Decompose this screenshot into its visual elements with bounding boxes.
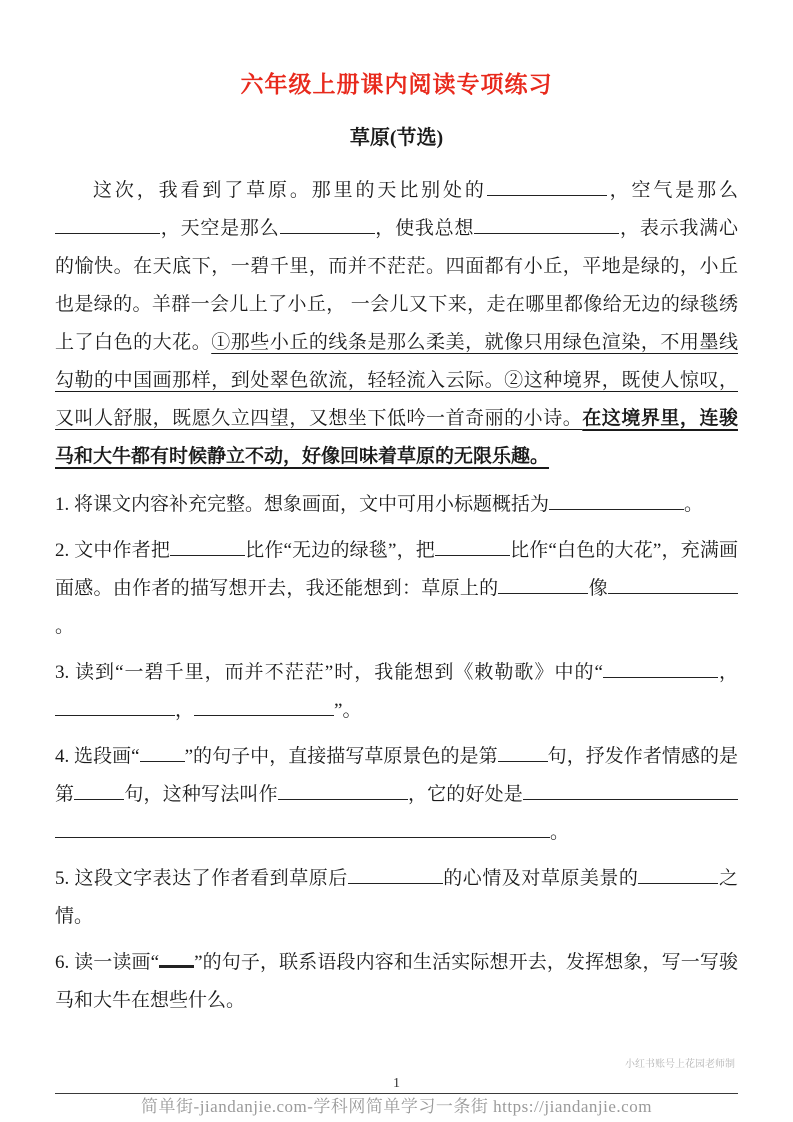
text-segment: 。	[55, 616, 75, 637]
page-title: 六年级上册课内阅读专项练习	[240, 72, 553, 97]
thick-blank-line	[159, 953, 194, 968]
text-segment: ，使我总想	[374, 218, 475, 239]
blank-line	[487, 177, 607, 196]
text-segment: 1. 将课文内容补充完整。想象画面，文中可用小标题概括为	[55, 494, 550, 515]
blank-line	[74, 781, 124, 800]
text-segment: 比作“无边的绿毯”，把	[245, 540, 435, 561]
text-segment: 2. 文中作者把	[55, 540, 171, 561]
question-5	[55, 860, 738, 936]
blank-line	[638, 865, 718, 884]
text-segment: 4. 选段画“	[55, 746, 140, 767]
blank-line	[549, 491, 684, 510]
text-segment: ，	[175, 700, 195, 721]
text-segment: 的心情及对草原美景的	[442, 868, 639, 889]
blank-line	[348, 865, 443, 884]
text-segment: 5. 这段文字表达了作者看到草原后	[55, 868, 348, 889]
question-1	[55, 486, 738, 524]
text-segment: 这次，我看到了草原。那里的天比别处的	[93, 180, 487, 201]
watermark-note: 小红书账号上花园老师制	[625, 1059, 735, 1070]
blank-line	[603, 659, 718, 678]
blank-line	[608, 575, 738, 594]
blank-line	[140, 743, 185, 762]
blank-line	[194, 697, 334, 716]
blank-line	[280, 215, 375, 234]
text-segment: 像	[588, 578, 608, 599]
blank-line	[498, 575, 588, 594]
blank-line	[55, 215, 160, 234]
text-segment: 句，这种写法叫作	[124, 784, 278, 805]
blank-line	[523, 781, 738, 800]
blank-line	[498, 743, 548, 762]
page-number: 1	[393, 1076, 400, 1091]
text-segment: 比作“白色的大花”，充满画面感。由作者的描写想开去，我还能想到：草原上的	[55, 540, 738, 599]
blank-line	[474, 215, 619, 234]
question-2	[55, 532, 738, 646]
text-segment: 。	[684, 494, 704, 515]
text-segment: ，表示我满心的愉快。在天底下，一碧千里，而并不茫茫。四面都有小丘，平地是绿的，小丘也是绿的。羊群一会儿上了小丘， 一会儿又下来，走在哪里都像给无边的绿毯绣上了白色的大花。	[55, 218, 738, 353]
text-segment: 3. 读到“一碧千里，而并不茫茫”时，我能想到《敕勒歌》中的“	[55, 662, 603, 683]
text-segment: ”。	[334, 700, 362, 721]
question-4	[55, 738, 738, 852]
blank-line	[55, 697, 175, 716]
blank-line	[170, 537, 245, 556]
text-segment: ，天空是那么	[160, 218, 280, 239]
question-6	[55, 944, 738, 1020]
text-segment: ，	[717, 662, 738, 683]
text-segment: 。	[550, 822, 570, 843]
text-segment: ”的句子中，直接描写草原景色的是第	[184, 746, 498, 767]
site-footer: 简单街-jiandanjie.com-学科网简单学习一条街 https://jiandanjie.com	[141, 1097, 652, 1116]
text-segment: 之情。	[55, 868, 738, 927]
text-segment: ，空气是那么	[606, 180, 738, 201]
text-segment: ，它的好处是	[407, 784, 523, 805]
bold-underlined-sentence: 在这境界里，连骏马和大牛都有时候静立不动，好像回味着草原的无限乐趣。	[55, 408, 738, 467]
question-list	[55, 486, 738, 1020]
passage-title: 草原(节选)	[349, 127, 444, 149]
underlined-sentence: ①那些小丘的线条是那么柔美，就像只用绿色渲染，不用墨线勾勒的中国画那样，到处翠色欲流，轻轻流入云际。②这种境界，既使人惊叹，又叫人舒服，既愿久立四望，又想坐下低吟一首奇丽的小诗。	[55, 332, 738, 429]
reading-passage	[55, 172, 738, 476]
question-3	[55, 654, 738, 730]
blank-line	[278, 781, 408, 800]
text-segment: 句，抒发作者情感的是第	[55, 746, 738, 805]
blank-line	[435, 537, 510, 556]
text-segment: 6. 读一读画“	[55, 952, 160, 973]
text-segment: ”的句子，联系语段内容和生活实际想开去，发挥想象，写一写骏马和大牛在想些什么。	[55, 952, 738, 1011]
blank-line	[55, 819, 550, 838]
